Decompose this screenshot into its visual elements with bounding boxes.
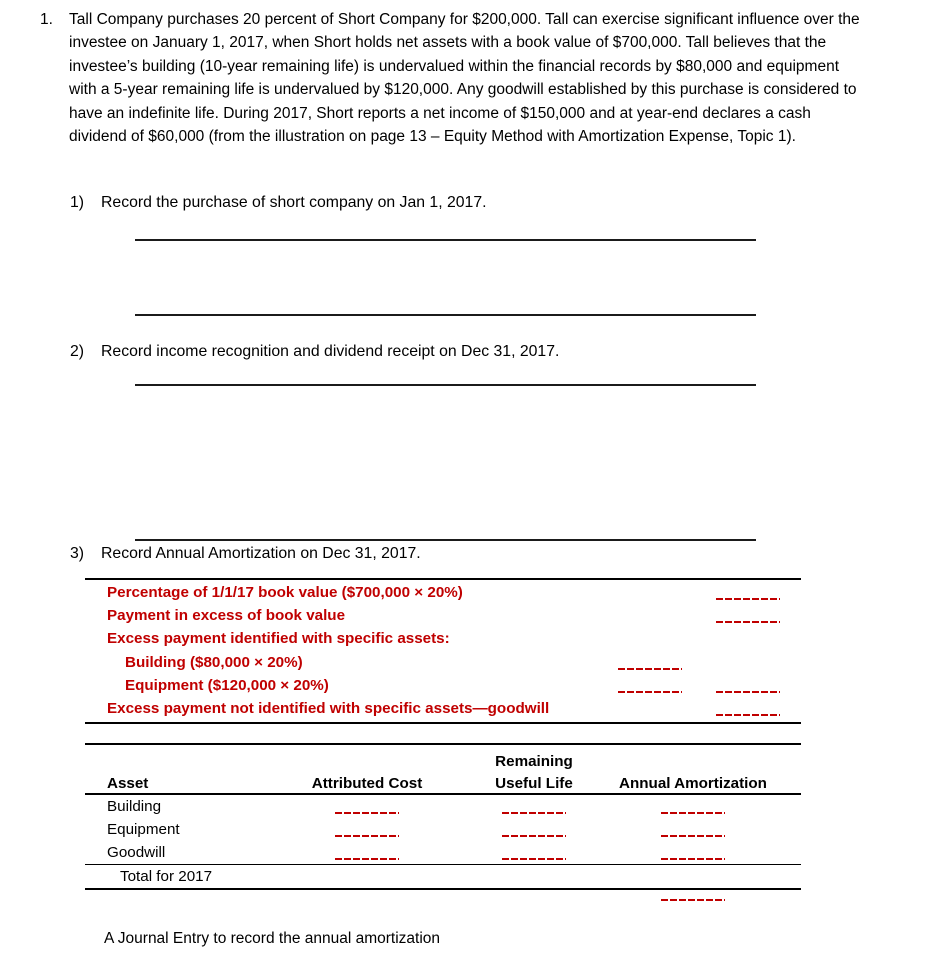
- problem-statement: [40, 8, 869, 148]
- asset-name: Equipment: [107, 821, 180, 838]
- allocation-row-label: Payment in excess of book value: [107, 607, 346, 625]
- question-2-text: Record income recognition and dividend receipt on Dec 31, 2017.: [101, 343, 560, 360]
- annual-amortization-cell: [615, 841, 801, 864]
- asset-name: Goodwill: [107, 844, 166, 861]
- answer-blank: [502, 812, 566, 814]
- answer-line: [135, 384, 756, 386]
- answer-blank: [335, 835, 399, 837]
- answer-blank: [716, 714, 780, 716]
- answer-blank: [716, 691, 780, 693]
- question-1-number: 1): [70, 194, 85, 211]
- allocation-row-label: Building ($80,000 × 20%): [125, 653, 303, 671]
- allocation-amount-cell: [695, 674, 801, 697]
- attributed-cost-cell: [281, 818, 453, 841]
- problem-number: 1.: [40, 11, 53, 28]
- allocation-row-label: Equipment ($120,000 × 20%): [125, 676, 329, 694]
- amortization-header-row: [85, 771, 801, 794]
- attributed-cost-cell: [281, 841, 453, 864]
- amortization-total-row: [85, 864, 801, 887]
- amortization-table: [85, 743, 801, 890]
- header-attributed-cost: Attributed Cost: [311, 775, 423, 792]
- amortization-row: [85, 795, 801, 818]
- allocation-row: [85, 697, 801, 720]
- amortization-row: [85, 818, 801, 841]
- answer-line: [135, 539, 756, 541]
- allocation-table: [85, 578, 801, 724]
- question-1: [70, 194, 487, 212]
- answer-blank: [335, 812, 399, 814]
- annual-amortization-cell: [615, 865, 801, 887]
- answer-blank: [661, 835, 725, 837]
- asset-name: Building: [107, 798, 162, 815]
- allocation-subtotal-cell: [605, 627, 695, 650]
- allocation-subtotal-cell: [605, 651, 695, 674]
- useful-life-cell: [453, 795, 615, 818]
- answer-line: [135, 239, 756, 241]
- journal-entry-caption: A Journal Entry to record the annual amortization: [104, 930, 441, 947]
- grand-total-cell: [615, 899, 801, 901]
- allocation-amount-cell: [695, 627, 801, 650]
- asset-name: Total for 2017: [120, 867, 213, 885]
- allocation-subtotal-cell: [605, 697, 695, 720]
- answer-blank: [716, 598, 780, 600]
- question-2-number: 2): [70, 343, 85, 360]
- useful-life-cell: [453, 865, 615, 887]
- allocation-row: [85, 581, 801, 604]
- answer-blank: [335, 858, 399, 860]
- amortization-table-body: [85, 795, 801, 887]
- answer-blank: [661, 812, 725, 814]
- question-1-text: Record the purchase of short company on Jan 1, 2017.: [101, 194, 487, 211]
- problem-text: Tall Company purchases 20 percent of Short Company for $200,000. Tall can exercise significant influence over the investee on January 1, 2017, when Short holds net assets with a book value of $700,000. Tall believes that the investee’s building (10-year remaining life) is undervalued within the financial records by $80,000 and equipment with a 5-year remaining life is undervalued by $120,000. Any goodwill established by this purchase is considered to have an indefinite life. During 2017, Short reports a net income of $150,000 and at year-end declares a cash dividend of $60,000 (from the illustration on page 13 – Equity Method with Amortization Expense, Topic 1).: [69, 11, 860, 146]
- answer-blank: [716, 621, 780, 623]
- allocation-table-body: [85, 581, 801, 720]
- allocation-row-label: Excess payment identified with specific assets:: [107, 630, 450, 648]
- header-useful-life: Useful Life: [495, 775, 573, 792]
- allocation-subtotal-cell: [605, 581, 695, 604]
- answer-blank: [618, 668, 682, 670]
- allocation-subtotal-cell: [605, 604, 695, 627]
- useful-life-cell: [453, 841, 615, 864]
- answer-blank: [502, 835, 566, 837]
- answer-blank: [661, 899, 725, 901]
- allocation-amount-cell: [695, 697, 801, 720]
- allocation-row: [85, 674, 801, 697]
- header-remaining: Remaining: [495, 752, 573, 770]
- allocation-row-label: Percentage of 1/1/17 book value ($700,000 × 20%): [107, 584, 463, 602]
- question-3-number: 3): [70, 545, 85, 562]
- answer-blank: [661, 858, 725, 860]
- question-2: [70, 343, 559, 361]
- allocation-amount-cell: [695, 581, 801, 604]
- allocation-amount-cell: [695, 604, 801, 627]
- allocation-subtotal-cell: [605, 674, 695, 697]
- annual-amortization-cell: [615, 818, 801, 841]
- attributed-cost-cell: [281, 795, 453, 818]
- allocation-row: [85, 627, 801, 650]
- attributed-cost-cell: [281, 865, 453, 887]
- useful-life-cell: [453, 818, 615, 841]
- question-3-text: Record Annual Amortization on Dec 31, 2017.: [101, 545, 421, 562]
- header-annual-amortization: Annual Amortization: [619, 775, 767, 792]
- annual-amortization-cell: [615, 795, 801, 818]
- answer-blank: [618, 691, 682, 693]
- question-3: [70, 545, 421, 563]
- allocation-row: [85, 651, 801, 674]
- allocation-row-label: Excess payment not identified with specific assets—goodwill: [107, 700, 550, 718]
- allocation-amount-cell: [695, 651, 801, 674]
- amortization-row: [85, 841, 801, 864]
- answer-line: [135, 314, 756, 316]
- allocation-row: [85, 604, 801, 627]
- header-asset: Asset: [107, 775, 149, 792]
- amortization-header-row-top: [85, 748, 801, 771]
- amortization-table-header: [85, 745, 801, 795]
- answer-blank: [502, 858, 566, 860]
